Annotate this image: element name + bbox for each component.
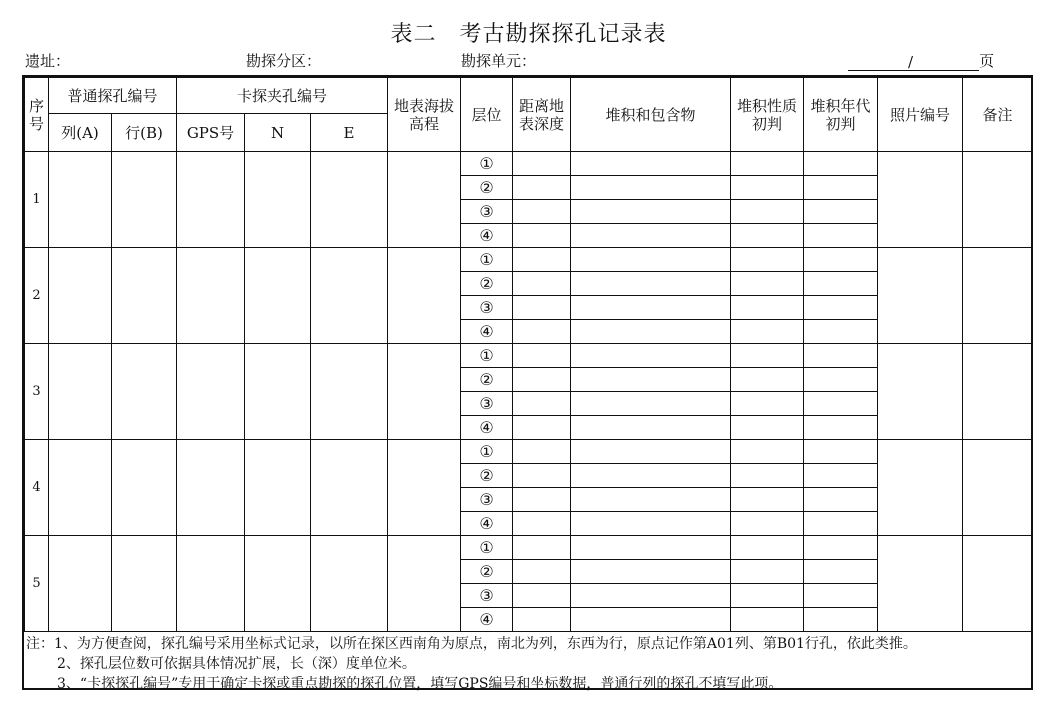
nature-cell[interactable] [731, 344, 804, 368]
age-cell[interactable] [804, 392, 878, 416]
age-cell[interactable] [804, 440, 878, 464]
nature-cell[interactable] [731, 416, 804, 440]
depth-cell[interactable] [513, 392, 571, 416]
layer-cell: ④ [461, 608, 513, 632]
n-cell[interactable] [245, 536, 311, 632]
nature-cell[interactable] [731, 512, 804, 536]
layer-cell: ② [461, 368, 513, 392]
deposit-cell[interactable] [571, 608, 731, 632]
remark-cell[interactable] [963, 248, 1033, 344]
elevation-cell[interactable] [388, 536, 461, 632]
seq-number-cell: 3 [25, 344, 49, 440]
deposit-cell[interactable] [571, 560, 731, 584]
layer-cell: ④ [461, 512, 513, 536]
depth-cell[interactable] [513, 272, 571, 296]
layer-cell: ② [461, 560, 513, 584]
gps-cell[interactable] [177, 536, 245, 632]
e-cell[interactable] [311, 536, 388, 632]
age-cell[interactable] [804, 368, 878, 392]
deposit-cell[interactable] [571, 584, 731, 608]
age-cell[interactable] [804, 344, 878, 368]
depth-cell[interactable] [513, 560, 571, 584]
n-cell[interactable] [245, 248, 311, 344]
age-cell[interactable] [804, 608, 878, 632]
deposit-cell[interactable] [571, 296, 731, 320]
age-cell[interactable] [804, 416, 878, 440]
seq-number-cell: 5 [25, 536, 49, 632]
layer-cell: ③ [461, 200, 513, 224]
layer-cell: ③ [461, 296, 513, 320]
header-age: 堆积年代初判 [804, 78, 878, 152]
gps-cell[interactable] [177, 152, 245, 248]
depth-cell[interactable] [513, 200, 571, 224]
photo-no-cell[interactable] [878, 536, 963, 632]
elevation-cell[interactable] [388, 344, 461, 440]
photo-no-cell[interactable] [878, 440, 963, 536]
age-cell[interactable] [804, 560, 878, 584]
header-e: E [311, 114, 388, 152]
layer-cell: ③ [461, 584, 513, 608]
nature-cell[interactable] [731, 464, 804, 488]
remark-cell[interactable] [963, 440, 1033, 536]
header-seq: 序号 [25, 78, 49, 152]
deposit-cell[interactable] [571, 320, 731, 344]
header-n: N [245, 114, 311, 152]
record-table [24, 77, 1033, 632]
remark-cell[interactable] [963, 344, 1033, 440]
deposit-cell[interactable] [571, 416, 731, 440]
header-row-b: 行(B) [112, 114, 177, 152]
nature-cell[interactable] [731, 584, 804, 608]
deposit-cell[interactable] [571, 512, 731, 536]
photo-no-cell[interactable] [878, 248, 963, 344]
col-a-cell[interactable] [49, 440, 112, 536]
page-separator: / [908, 53, 914, 71]
row-b-cell[interactable] [112, 248, 177, 344]
seq-number-cell: 1 [25, 152, 49, 248]
header-clip-hole-no: 卡探夹孔编号 [177, 78, 388, 114]
depth-cell[interactable] [513, 440, 571, 464]
elevation-cell[interactable] [388, 248, 461, 344]
header-layer: 层位 [461, 78, 513, 152]
site-field-label: 遗址： [25, 52, 71, 70]
note-line: 注：1、为方便查阅，探孔编号采用坐标式记录，以所在探区西南角为原点，南北为列，东西为行，原点记作第A01列、第B01行孔，依此类推。 [26, 636, 917, 652]
depth-cell[interactable] [513, 224, 571, 248]
age-cell[interactable] [804, 272, 878, 296]
deposit-cell[interactable] [571, 392, 731, 416]
e-cell[interactable] [311, 248, 388, 344]
age-cell[interactable] [804, 488, 878, 512]
elevation-cell[interactable] [388, 152, 461, 248]
layer-cell: ② [461, 176, 513, 200]
layer-cell: ① [461, 344, 513, 368]
layer-cell: ① [461, 440, 513, 464]
nature-cell[interactable] [731, 200, 804, 224]
seq-number-cell: 4 [25, 440, 49, 536]
depth-cell[interactable] [513, 176, 571, 200]
nature-cell[interactable] [731, 368, 804, 392]
nature-cell[interactable] [731, 320, 804, 344]
layer-cell: ① [461, 152, 513, 176]
deposit-cell[interactable] [571, 200, 731, 224]
gps-cell[interactable] [177, 344, 245, 440]
deposit-cell[interactable] [571, 344, 731, 368]
n-cell[interactable] [245, 152, 311, 248]
deposit-cell[interactable] [571, 248, 731, 272]
e-cell[interactable] [311, 440, 388, 536]
depth-cell[interactable] [513, 512, 571, 536]
depth-cell[interactable] [513, 488, 571, 512]
total-pages-blank[interactable] [913, 53, 979, 71]
zone-field-label: 勘探分区： [246, 52, 322, 70]
nature-cell[interactable] [731, 608, 804, 632]
note-line: 3、“卡探探孔编号”专用于确定卡探或重点勘探的探孔位置，填写GPS编号和坐标数据，普通行列的探孔不填写此项。 [57, 676, 783, 692]
age-cell[interactable] [804, 464, 878, 488]
current-page-blank[interactable] [848, 53, 908, 71]
nature-cell[interactable] [731, 248, 804, 272]
age-cell[interactable] [804, 224, 878, 248]
table-row [25, 440, 1033, 464]
photo-no-cell[interactable] [878, 152, 963, 248]
nature-cell[interactable] [731, 296, 804, 320]
elevation-cell[interactable] [388, 440, 461, 536]
table-row [25, 536, 1033, 560]
depth-cell[interactable] [513, 152, 571, 176]
note-line: 2、探孔层位数可依据具体情况扩展，长（深）度单位米。 [57, 656, 416, 672]
page-number-field [848, 50, 994, 71]
n-cell[interactable] [245, 344, 311, 440]
header-depth: 距离地表深度 [513, 78, 571, 152]
header-elevation: 地表海拔高程 [388, 78, 461, 152]
depth-cell[interactable] [513, 344, 571, 368]
deposit-cell[interactable] [571, 368, 731, 392]
page-suffix: 页 [979, 52, 995, 70]
deposit-cell[interactable] [571, 536, 731, 560]
age-cell[interactable] [804, 584, 878, 608]
header-deposit: 堆积和包含物 [571, 78, 731, 152]
remark-cell[interactable] [963, 152, 1033, 248]
deposit-cell[interactable] [571, 464, 731, 488]
deposit-cell[interactable] [571, 176, 731, 200]
table-row [25, 344, 1033, 368]
age-cell[interactable] [804, 248, 878, 272]
table-row [25, 152, 1033, 176]
header-remark: 备注 [963, 78, 1033, 152]
deposit-cell[interactable] [571, 272, 731, 296]
col-a-cell[interactable] [49, 248, 112, 344]
age-cell[interactable] [804, 536, 878, 560]
header-normal-hole-no: 普通探孔编号 [49, 78, 177, 114]
nature-cell[interactable] [731, 440, 804, 464]
layer-cell: ④ [461, 416, 513, 440]
e-cell[interactable] [311, 344, 388, 440]
layer-cell: ② [461, 464, 513, 488]
nature-cell[interactable] [731, 176, 804, 200]
depth-cell[interactable] [513, 608, 571, 632]
deposit-cell[interactable] [571, 224, 731, 248]
photo-no-cell[interactable] [878, 344, 963, 440]
layer-cell: ① [461, 248, 513, 272]
nature-cell[interactable] [731, 488, 804, 512]
age-cell[interactable] [804, 296, 878, 320]
nature-cell[interactable] [731, 536, 804, 560]
nature-cell[interactable] [731, 272, 804, 296]
nature-cell[interactable] [731, 224, 804, 248]
header-nature: 堆积性质初判 [731, 78, 804, 152]
depth-cell[interactable] [513, 320, 571, 344]
notes-block [24, 632, 1031, 694]
remark-cell[interactable] [963, 536, 1033, 632]
table-row [25, 248, 1033, 272]
layer-cell: ④ [461, 320, 513, 344]
layer-cell: ④ [461, 224, 513, 248]
nature-cell[interactable] [731, 560, 804, 584]
age-cell[interactable] [804, 320, 878, 344]
age-cell[interactable] [804, 176, 878, 200]
col-a-cell[interactable] [49, 344, 112, 440]
header-photo: 照片编号 [878, 78, 963, 152]
depth-cell[interactable] [513, 296, 571, 320]
layer-cell: ③ [461, 392, 513, 416]
col-a-cell[interactable] [49, 536, 112, 632]
nature-cell[interactable] [731, 392, 804, 416]
deposit-cell[interactable] [571, 488, 731, 512]
depth-cell[interactable] [513, 416, 571, 440]
layer-cell: ① [461, 536, 513, 560]
record-table-frame [22, 75, 1033, 690]
depth-cell[interactable] [513, 536, 571, 560]
col-a-cell[interactable] [49, 152, 112, 248]
depth-cell[interactable] [513, 464, 571, 488]
unit-field-label: 勘探单元： [461, 52, 537, 70]
layer-cell: ② [461, 272, 513, 296]
depth-cell[interactable] [513, 248, 571, 272]
gps-cell[interactable] [177, 248, 245, 344]
deposit-cell[interactable] [571, 152, 731, 176]
age-cell[interactable] [804, 152, 878, 176]
gps-cell[interactable] [177, 440, 245, 536]
header-gps: GPS号 [177, 114, 245, 152]
depth-cell[interactable] [513, 584, 571, 608]
page-title: 表二 考古勘探探孔记录表 [390, 22, 667, 47]
row-b-cell[interactable] [112, 440, 177, 536]
age-cell[interactable] [804, 512, 878, 536]
n-cell[interactable] [245, 440, 311, 536]
seq-number-cell: 2 [25, 248, 49, 344]
row-b-cell[interactable] [112, 344, 177, 440]
header-col-a: 列(A) [49, 114, 112, 152]
row-b-cell[interactable] [112, 152, 177, 248]
row-b-cell[interactable] [112, 536, 177, 632]
e-cell[interactable] [311, 152, 388, 248]
age-cell[interactable] [804, 200, 878, 224]
nature-cell[interactable] [731, 152, 804, 176]
deposit-cell[interactable] [571, 440, 731, 464]
layer-cell: ③ [461, 488, 513, 512]
depth-cell[interactable] [513, 368, 571, 392]
